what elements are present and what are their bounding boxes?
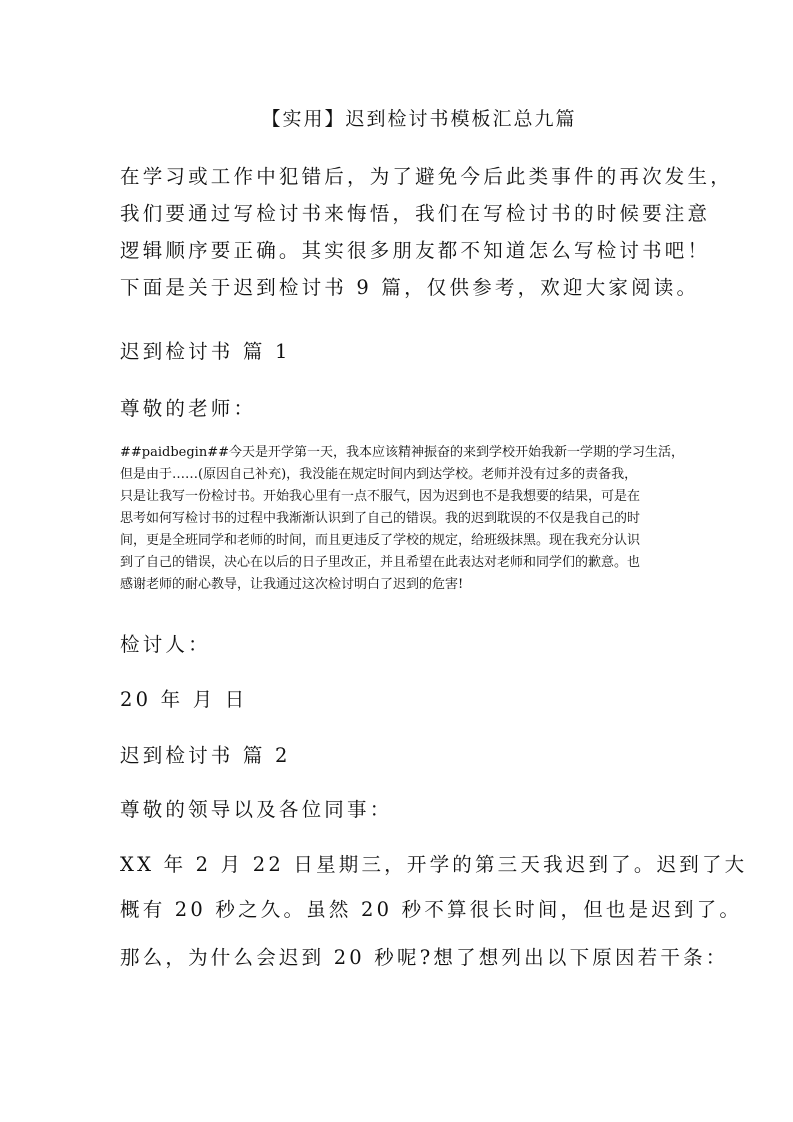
body-line: 但是由于……(原因自己补充)，我没能在规定时间内到达学校。老师并没有过多的责备我， xyxy=(120,467,638,482)
body-line: ##paidbegin##今天是开学第一天，我本应该精神振奋的来到学校开始我新一学期的学习生活， xyxy=(120,445,684,460)
body-line: 到了自己的错误，决心在以后的日子里改正，并且希望在此表达对老师和同学们的歉意。也 xyxy=(120,555,641,570)
body-line: 思考如何写检讨书的过程中我渐渐认识到了自己的错误。我的迟到耽误的不仅是我自己的时 xyxy=(120,511,641,526)
intro-line: 在学习或工作中犯错后，为了避免今后此类事件的再次发生， xyxy=(120,165,733,188)
section-2-question: 那么，为什么会迟到 20 秒呢?想了想列出以下原因若干条： xyxy=(120,946,729,969)
document-title: 【实用】迟到检讨书模板汇总九篇 xyxy=(261,108,577,130)
section-1-salutation: 尊敬的老师： xyxy=(120,397,257,420)
intro-paragraph xyxy=(120,158,733,306)
intro-line: 下面是关于迟到检讨书 9 篇，仅供参考，欢迎大家阅读。 xyxy=(120,276,700,299)
body-line: 概有 20 秒之久。虽然 20 秒不算很长时间，但也是迟到了。 xyxy=(120,898,743,921)
body-line: 感谢老师的耐心教导，让我通过这次检讨明白了迟到的危害! xyxy=(120,577,464,592)
body-line: 只是让我写一份检讨书。开始我心里有一点不服气，因为迟到也不是我想要的结果，可是在 xyxy=(120,489,641,504)
intro-line: 逻辑顺序要正确。其实很多朋友都不知道怎么写检讨书吧！ xyxy=(120,239,711,262)
section-1-date: 20 年 月 日 xyxy=(120,688,248,711)
section-1-heading: 迟到检讨书 篇 1 xyxy=(120,340,291,363)
intro-line: 我们要通过写检讨书来悔悟，我们在写检讨书的时候要注意 xyxy=(120,202,711,225)
section-1-body xyxy=(120,442,684,596)
body-line: 间，更是全班同学和老师的时间，而且更违反了学校的规定，给班级抹黑。现在我充分认识 xyxy=(120,533,641,548)
section-2-heading: 迟到检讨书 篇 2 xyxy=(120,744,291,767)
section-1-signer: 检讨人： xyxy=(120,633,211,656)
section-2-salutation: 尊敬的领导以及各位同事： xyxy=(120,798,393,821)
body-line: XX 年 2 月 22 日星期三，开学的第三天我迟到了。迟到了大 xyxy=(120,853,748,876)
section-2-body xyxy=(120,842,748,932)
